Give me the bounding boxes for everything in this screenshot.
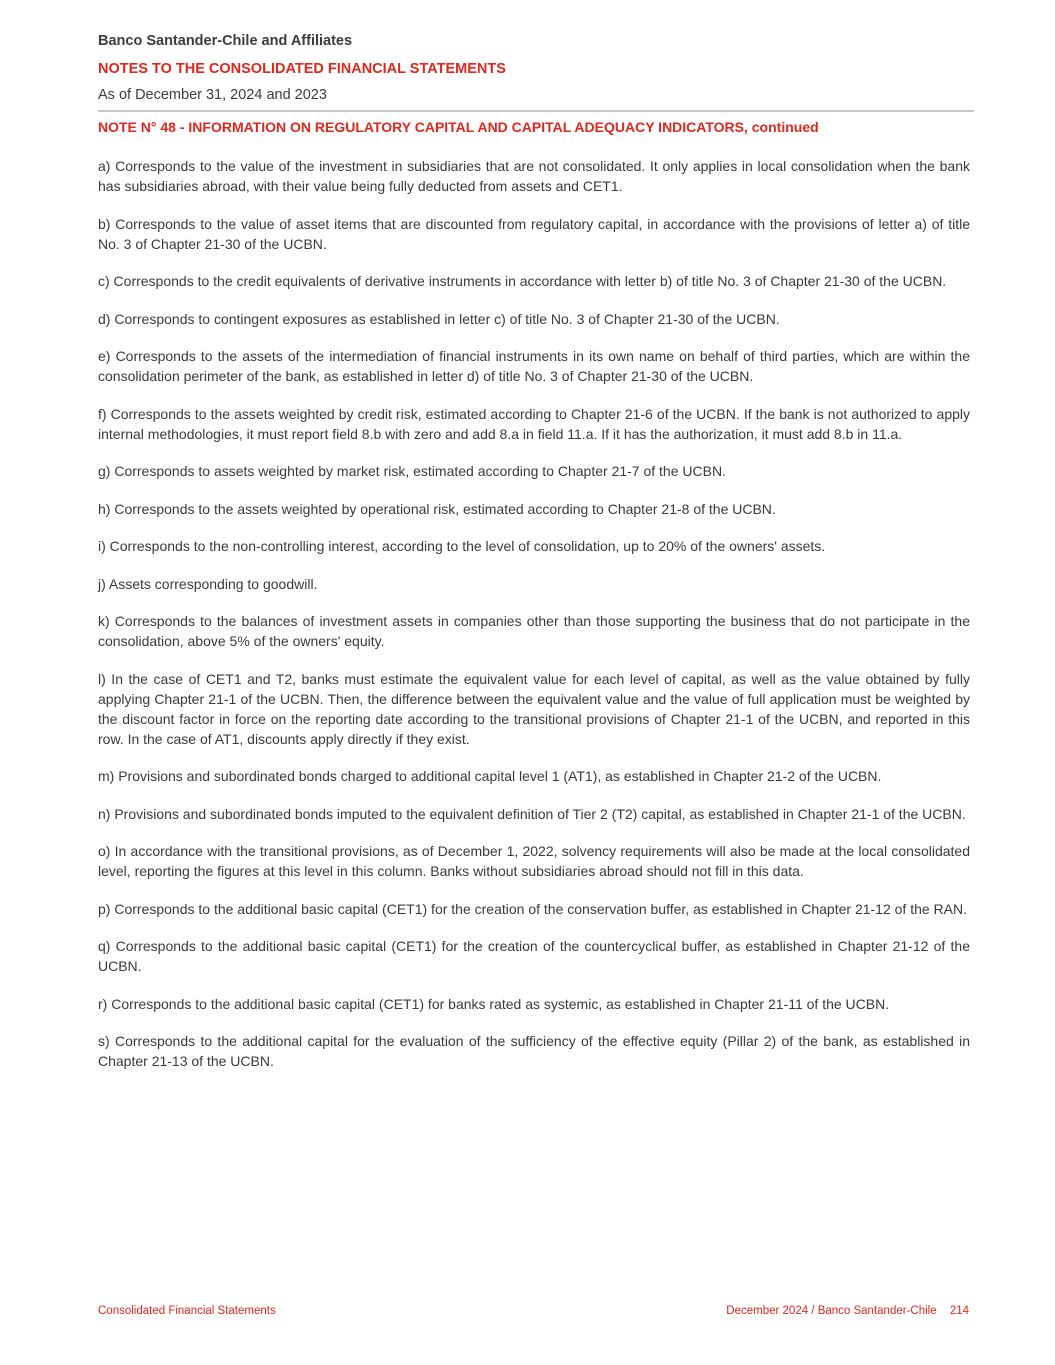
note-paragraph-b: b) Corresponds to the value of asset items that are discounted from regulatory capital, in accordance with the provisions of letter a) of title No. 3 of Chapter 21-30 of the UCBN. — [98, 215, 970, 252]
page-number: 214 — [949, 1305, 969, 1317]
note-paragraph-i: i) Corresponds to the non-controlling interest, according to the level of consolidation, up to 20% of the owners' assets. — [98, 538, 826, 554]
footer-page-info — [726, 1305, 969, 1317]
note-paragraph-f: f) Corresponds to the assets weighted by credit risk, estimated according to Chapter 21-6 of the UCBN. If the bank is not authorized to apply internal methodologies, it must report field 8.b with zero and add 8.a in field 11.a. If it has the authorization, it must add 8.b in 11.a. — [98, 405, 970, 442]
note-paragraph-h: h) Corresponds to the assets weighted by operational risk, estimated according to Chapter 21-8 of the UCBN. — [98, 500, 776, 517]
note-paragraph-q: q) Corresponds to the additional basic capital (CET1) for the creation of the countercyclical buffer, as established in Chapter 21-12 of the UCBN. — [98, 938, 970, 974]
note-paragraph-a: a) Corresponds to the value of the investment in subsidiaries that are not consolidated. It only applies in local consolidation when the bank has subsidiaries abroad, with their value being fully deducted from assets and CET1. — [98, 158, 970, 194]
header-divider — [98, 110, 974, 112]
company-name: Banco Santander-Chile and Affiliates — [98, 33, 353, 49]
note-paragraph-g: g) Corresponds to assets weighted by market risk, estimated according to Chapter 21-7 of the UCBN. — [98, 463, 726, 479]
note-paragraph-p: p) Corresponds to the additional basic capital (CET1) for the creation of the conservation buffer, as established in Chapter 21-12 of the RAN. — [98, 900, 968, 917]
note-paragraph-c: c) Corresponds to the credit equivalents of derivative instruments in accordance with letter b) of title No. 3 of Chapter 21-30 of the UCBN. — [98, 273, 947, 289]
note-paragraph-o: o) In accordance with the transitional provisions, as of December 1, 2022, solvency requirements will also be made at the local consolidated level, reporting the figures at this level in this column. Banks without subsidiaries abroad should not fill in this data. — [98, 843, 970, 879]
note-paragraph-k: k) Corresponds to the balances of investment assets in companies other than those supporting the business that do not participate in the consolidation, above 5% of the owners' equity. — [98, 613, 970, 649]
footer-document-title: Consolidated Financial Statements — [98, 1305, 276, 1317]
section-title: NOTES TO THE CONSOLIDATED FINANCIAL STATEMENTS — [98, 61, 506, 77]
note-paragraph-d: d) Corresponds to contingent exposures as established in letter c) of title No. 3 of Chapter 21-30 of the UCBN. — [98, 310, 780, 327]
note-paragraph-l: l) In the case of CET1 and T2, banks must estimate the equivalent value for each level of capital, as well as the value obtained by fully applying Chapter 21-1 of the UCBN. Then, the difference between the equivalent value and the value of full application must be weighted by the discount factor in force on the reporting date according to the transitional provisions of Chapter 21-1 of the UCBN, and reported in this row. In the case of AT1, discounts apply directly if they exist. — [98, 670, 970, 747]
note-paragraph-s: s) Corresponds to the additional capital for the evaluation of the sufficiency of the effective equity (Pillar 2) of the bank, as established in Chapter 21-13 of the UCBN. — [98, 1033, 970, 1069]
note-title: NOTE N° 48 - INFORMATION ON REGULATORY CAPITAL AND CAPITAL ADEQUACY INDICATORS, continued — [98, 119, 819, 135]
notes-body — [98, 156, 970, 1089]
note-paragraph-m: m) Provisions and subordinated bonds charged to additional capital level 1 (AT1), as established in Chapter 21-2 of the UCBN. — [98, 768, 882, 784]
note-paragraph-r: r) Corresponds to the additional basic capital (CET1) for banks rated as systemic, as established in Chapter 21-11 of the UCBN. — [98, 995, 890, 1012]
period-subtitle: As of December 31, 2024 and 2023 — [98, 87, 327, 103]
note-paragraph-n: n) Provisions and subordinated bonds imputed to the equivalent definition of Tier 2 (T2) capital, as established in Chapter 21-1 of the UCBN. — [98, 805, 966, 822]
footer-date-bank: December 2024 / Banco Santander-Chile — [726, 1305, 937, 1317]
note-paragraph-j: j) Assets corresponding to goodwill. — [98, 575, 318, 592]
note-paragraph-e: e) Corresponds to the assets of the intermediation of financial instruments in its own name on behalf of third parties, which are within the consolidation perimeter of the bank, as established in letter d) of title No. 3 of Chapter 21-30 of the UCBN. — [98, 348, 970, 384]
